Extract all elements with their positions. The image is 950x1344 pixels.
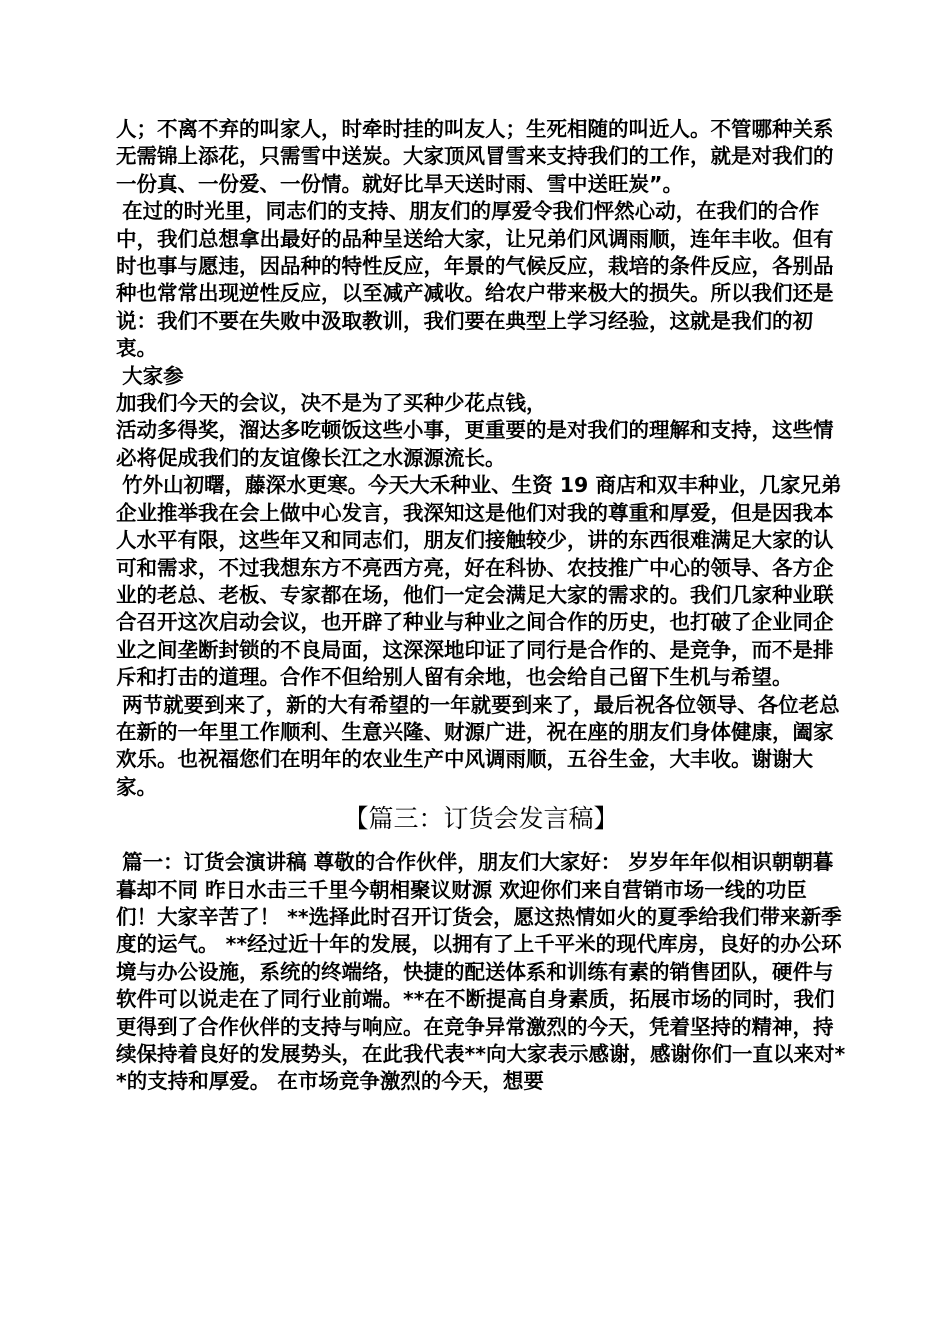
paragraph-understanding: 活动多得奖，溜达多吃顿饭这些小事，更重要的是对我们的理解和支持，这些情必将促成我们的友谊像长江之水源源流长。 [116,418,834,470]
paragraph-fragment-meeting: 加我们今天的会议，决不是为了买种少花点钱， [116,391,547,416]
paragraph-order-meeting-speech: 篇一：订货会演讲稿 尊敬的合作伙伴，朋友们大家好： 岁岁年年似相识朝朝暮暮却不同 昨日水击三千里今朝相聚议财源 欢迎你们来自营销市场一线的功臣们！大家辛苦了！ **选择此时召开订货会，愿这热情如火的夏季给我们带来新季度的运气。 **经过近十年的发展，以拥有了上千平米的现代库房，良好的办公环境与办公设施，系统的终端络，快捷的配送体系和训练有素的销售团队，硬件与软件可以说走在了同行业前端。**在不断提高自身素质，拓展市场的同时，我们更得到了合作伙伴的支持与响应。在竞争异常激烈的今天，凭着坚持的精神，持续保持着良好的发展势头，在此我代表**向大家表示感谢，感谢你们一直以来对**的支持和厚爱。 在市场竞争激烈的今天，想要 [116,850,846,1094]
paragraph-past-support: 在过的时光里，同志们的支持、朋友们的厚爱令我们怦然心动，在我们的合作中，我们总想拿出最好的品种呈送给大家，让兄弟们风调雨顺，连年丰收。但有时也事与愿违，因品种的特性反应，年景的气候反应，栽培的条件反应，各别品种也常常出现逆性反应，以至减产减收。给农户带来极大的损失。所以我们还是说：我们不要在失败中汲取教训，我们要在典型上学习经验，这就是我们的初衷。 [116,199,834,361]
document-page [116,116,846,1096]
paragraph-relationships: 人；不离不弃的叫家人，时牵时挂的叫友人；生死相随的叫近人。不管哪种关系无需锦上添花，只需雪中送炭。大家顶风冒雪来支持我们的工作，就是对我们的一份真、一份爱、一份情。就好比旱天送时雨、雪中送旺炭”。 [116,117,834,196]
paragraph-keynote: 竹外山初曙，藤深水更寒。今天大禾种业、生资 19 商店和双丰种业，几家兄弟企业推举我在会上做中心发言，我深知这是他们对我的尊重和厚爱，但是因我本人水平有限，这些年又和同志们，朋友们接触较少，讲的东西很难满足大家的认可和需求，不过我想东方不亮西方亮，好在科协、农技推广中心的领导、各方企业的老总、老板、专家都在场，他们一定会满足大家的需求的。我们几家种业联合召开这次启动会议，也开辟了种业与种业之间合作的历史，也打破了企业同企业之间垄断封锁的不良局面，这深深地印证了同行是合作的、是竞争，而不是排斥和打击的道理。合作不但给别人留有余地，也会给自己留下生机与希望。 [116,473,842,690]
paragraph-closing-wishes: 两节就要到来了，新的大有希望的一年就要到来了，最后祝各位领导、各位老总在新的一年里工作顺利、生意兴隆、财源广进，祝在座的朋友们身体健康，阖家欢乐。也祝福您们在明年的农业生产中风调雨顺，五谷生金，大丰收。谢谢大家。 [116,692,840,799]
section-heading: 【篇三：订货会发言稿】 [343,804,619,834]
paragraph-fragment-dajia: 大家参 [122,363,184,388]
